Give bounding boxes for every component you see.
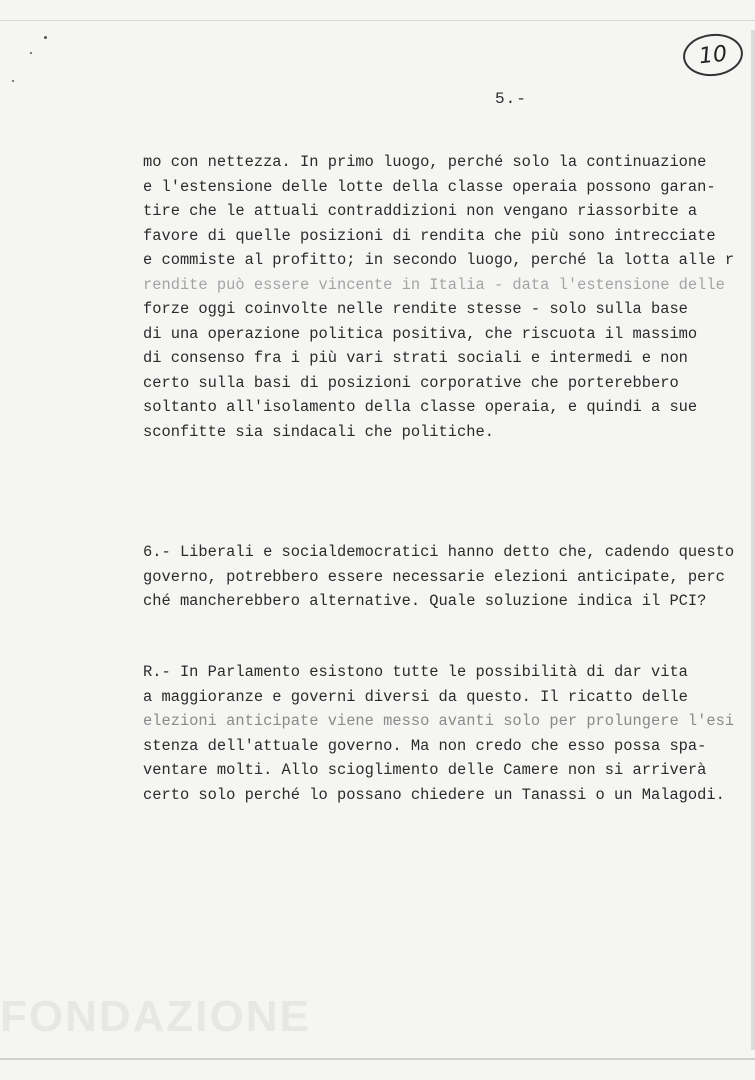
- text-line: soltanto all'isolamento della classe operaia, e quindi a sue: [143, 398, 698, 416]
- text-line: 6.- Liberali e socialdemocratici hanno detto che, cadendo questo: [143, 543, 735, 561]
- archive-watermark: FONDAZIONE: [0, 992, 311, 1041]
- scan-speck: [44, 36, 47, 39]
- text-line: R.- In Parlamento esistono tutte le possibilità di dar vita: [143, 663, 688, 681]
- text-line: elezioni anticipate viene messo avanti solo per prolungere l'esi: [143, 712, 735, 730]
- text-line: sconfitte sia sindacali che politiche.: [143, 422, 494, 441]
- paragraph-answer-continuation: [143, 150, 753, 444]
- scan-speck: [30, 52, 32, 54]
- text-line: tire che le attuali contraddizioni non vengano riassorbite a: [143, 202, 698, 220]
- scan-speck: [12, 80, 14, 82]
- text-line: a maggioranze e governi diversi da questo. Il ricatto delle: [143, 687, 688, 706]
- top-edge-line: [0, 20, 755, 21]
- text-line: governo, potrebbero essere necessarie elezioni anticipate, perc: [143, 567, 725, 586]
- text-line: di una operazione politica positiva, che riscuota il massimo: [143, 324, 698, 343]
- text-line: e commiste al profitto; in secondo luogo, perché la lotta alle r: [143, 251, 735, 269]
- bottom-edge-line: [0, 1058, 755, 1060]
- text-line: favore di quelle posizioni di rendita che più sono intrecciate: [143, 226, 716, 245]
- handwritten-folio-number: 10: [681, 31, 745, 79]
- text-line: ventare molti. Allo scioglimento delle Camere non si arriverà: [143, 761, 707, 779]
- paragraph-answer-6: [143, 660, 753, 807]
- text-line: mo con nettezza. In primo luogo, perché solo la continuazione: [143, 153, 707, 171]
- paragraph-question-6: [143, 540, 753, 614]
- text-line: certo solo perché lo possano chiedere un Tanassi o un Malagodi.: [143, 785, 725, 804]
- text-line: stenza dell'attuale governo. Ma non credo che esso possa spa-: [143, 736, 707, 755]
- page-number: 5.-: [495, 90, 527, 108]
- text-line: ché mancherebbero alternative. Quale soluzione indica il PCI?: [143, 592, 707, 610]
- text-line: e l'estensione delle lotte della classe operaia possono garan-: [143, 177, 716, 196]
- text-line: forze oggi coinvolte nelle rendite stesse - solo sulla base: [143, 300, 688, 318]
- text-line: certo sulla basi di posizioni corporative che porterebbero: [143, 373, 679, 392]
- text-line: rendite può essere vincente in Italia - data l'estensione delle: [143, 275, 725, 294]
- text-line: di consenso fra i più vari strati sociali e intermedi e non: [143, 349, 688, 367]
